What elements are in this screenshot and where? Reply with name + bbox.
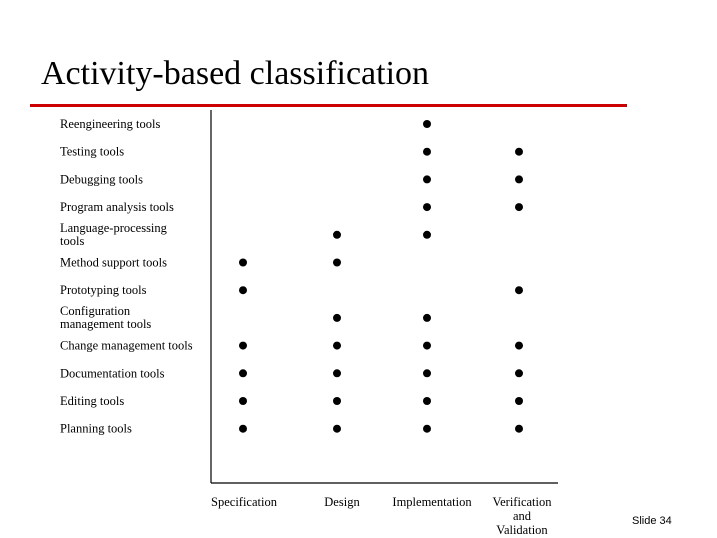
data-point-method-support-tools-design bbox=[333, 259, 341, 267]
data-point-documentation-tools-design bbox=[333, 369, 341, 377]
data-point-documentation-tools-specification bbox=[239, 369, 247, 377]
y-tick-label-change-management-tools: Change management tools bbox=[60, 338, 193, 353]
y-tick-label-configuration-management-tools: Configuration management tools bbox=[60, 303, 152, 331]
data-point-method-support-tools-specification bbox=[239, 259, 247, 267]
x-axis-tick-labels bbox=[211, 495, 552, 537]
data-point-prototyping-tools-verification-and-validation bbox=[515, 286, 523, 294]
data-points bbox=[239, 120, 523, 433]
data-point-change-management-tools-implementation bbox=[423, 342, 431, 350]
data-point-editing-tools-implementation bbox=[423, 397, 431, 405]
y-tick-label-program-analysis-tools: Program analysis tools bbox=[60, 200, 174, 215]
x-tick-label-implementation: Implementation bbox=[392, 495, 472, 509]
data-point-planning-tools-implementation bbox=[423, 425, 431, 433]
data-point-editing-tools-specification bbox=[239, 397, 247, 405]
x-tick-label-verification-and-validation: Verification and Validation bbox=[492, 495, 552, 537]
data-point-planning-tools-specification bbox=[239, 425, 247, 433]
data-point-editing-tools-verification-and-validation bbox=[515, 397, 523, 405]
data-point-planning-tools-verification-and-validation bbox=[515, 425, 523, 433]
data-point-configuration-management-tools-implementation bbox=[423, 314, 431, 322]
y-tick-label-testing-tools: Testing tools bbox=[60, 144, 125, 159]
data-point-documentation-tools-implementation bbox=[423, 369, 431, 377]
data-point-editing-tools-design bbox=[333, 397, 341, 405]
y-tick-label-method-support-tools: Method support tools bbox=[60, 255, 167, 270]
slide-title: Activity-based classification bbox=[41, 55, 430, 92]
y-tick-label-debugging-tools: Debugging tools bbox=[60, 172, 143, 187]
data-point-testing-tools-verification-and-validation bbox=[515, 148, 523, 156]
y-tick-label-editing-tools: Editing tools bbox=[60, 394, 125, 408]
x-tick-label-specification: Specification bbox=[211, 495, 277, 509]
y-axis-tick-labels bbox=[60, 117, 193, 436]
data-point-testing-tools-implementation bbox=[423, 148, 431, 156]
x-tick-label-design: Design bbox=[324, 495, 360, 509]
data-point-change-management-tools-verification-and-validation bbox=[515, 342, 523, 350]
data-point-planning-tools-design bbox=[333, 425, 341, 433]
y-tick-label-prototyping-tools: Prototyping tools bbox=[60, 283, 147, 298]
y-tick-label-documentation-tools: Documentation tools bbox=[60, 366, 165, 381]
y-tick-label-language-processing-tools: Language-processing tools bbox=[60, 220, 167, 248]
data-point-prototyping-tools-specification bbox=[239, 286, 247, 294]
data-point-debugging-tools-verification-and-validation bbox=[515, 175, 523, 183]
data-point-documentation-tools-verification-and-validation bbox=[515, 369, 523, 377]
data-point-language-processing-tools-design bbox=[333, 231, 341, 239]
slide-number: Slide 34 bbox=[632, 515, 672, 527]
data-point-program-analysis-tools-implementation bbox=[423, 203, 431, 211]
data-point-reengineering-tools-implementation bbox=[423, 120, 431, 128]
data-point-debugging-tools-implementation bbox=[423, 175, 431, 183]
data-point-change-management-tools-design bbox=[333, 342, 341, 350]
y-tick-label-reengineering-tools: Reengineering tools bbox=[60, 117, 161, 131]
data-point-configuration-management-tools-design bbox=[333, 314, 341, 322]
data-point-program-analysis-tools-verification-and-validation bbox=[515, 203, 523, 211]
y-tick-label-planning-tools: Planning tools bbox=[60, 421, 132, 436]
data-point-language-processing-tools-implementation bbox=[423, 231, 431, 239]
data-point-change-management-tools-specification bbox=[239, 342, 247, 350]
